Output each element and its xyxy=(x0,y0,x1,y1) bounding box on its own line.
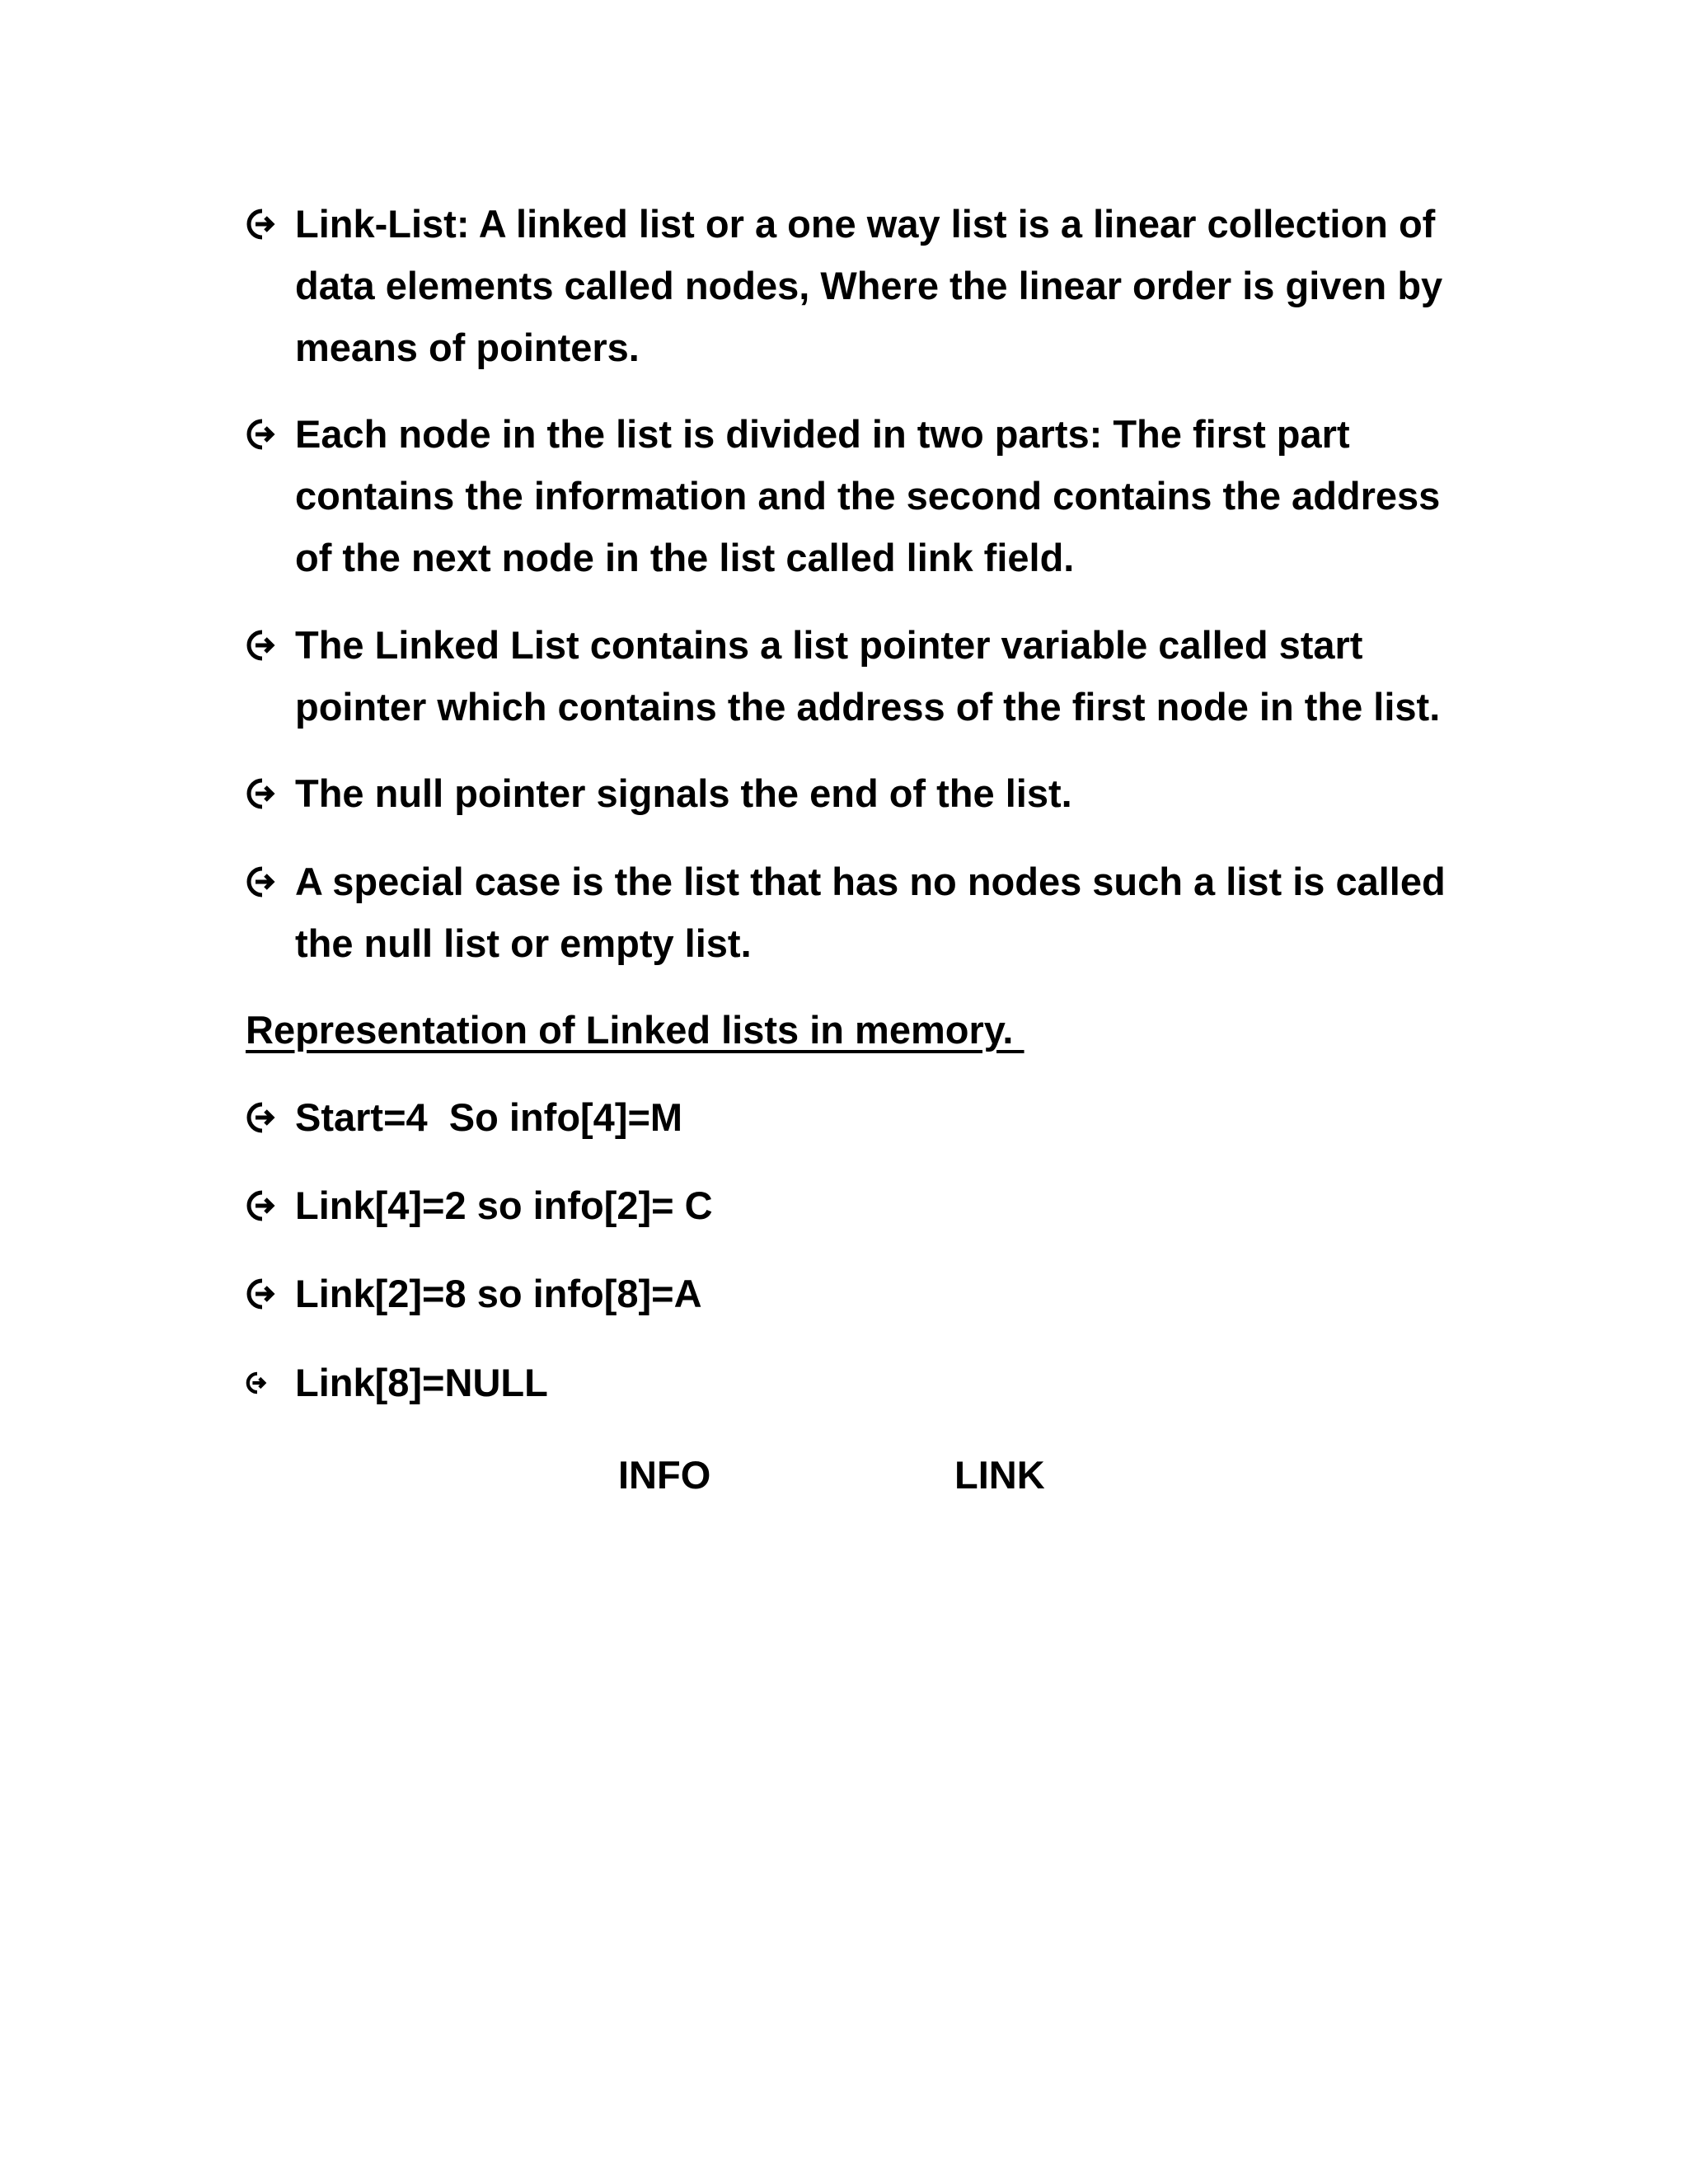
bullet-text: Link-List: A linked list or a one way list is a linear collection of data elements called nodes, Where the linear order is given by means of pointers. xyxy=(295,202,1443,369)
bullet-item xyxy=(246,762,1482,824)
bullet-item xyxy=(246,193,1482,378)
circled-arrow-icon xyxy=(246,614,288,676)
step-text: Link[8]=NULL xyxy=(295,1361,548,1404)
bullet-item xyxy=(246,851,1482,974)
circled-arrow-icon xyxy=(246,1086,288,1148)
info-column-header: INFO xyxy=(618,1453,711,1497)
circled-arrow-icon xyxy=(246,403,288,465)
circled-arrow-icon xyxy=(246,1352,288,1413)
step-text: Link[4]=2 so info[2]= C xyxy=(295,1183,713,1227)
bullet-item xyxy=(246,614,1482,738)
circled-arrow-icon xyxy=(246,851,288,912)
step-item xyxy=(246,1086,1482,1148)
circled-arrow-icon xyxy=(246,193,288,255)
step-item xyxy=(246,1174,1482,1236)
bullet-text: The null pointer signals the end of the list. xyxy=(295,771,1072,815)
bullet-text: A special case is the list that has no nodes such a list is called the null list or empty list. xyxy=(295,860,1446,965)
step-item xyxy=(246,1263,1482,1324)
step-item xyxy=(246,1352,1482,1413)
circled-arrow-icon xyxy=(246,1174,288,1236)
step-text: Start=4 So info[4]=M xyxy=(295,1095,683,1139)
section-heading: Representation of Linked lists in memory. xyxy=(246,1008,1025,1052)
circled-arrow-icon xyxy=(246,762,288,824)
step-text: Link[2]=8 so info[8]=A xyxy=(295,1272,702,1315)
link-column-header: LINK xyxy=(954,1453,1045,1497)
circled-arrow-icon xyxy=(246,1263,288,1324)
bullet-item xyxy=(246,403,1482,588)
bullet-text: Each node in the list is divided in two parts: The first part contains the information and the second contains the address of the next node in the list called link field. xyxy=(295,412,1441,579)
bullet-text: The Linked List contains a list pointer variable called start pointer which contains the address of the first node in the list. xyxy=(295,623,1441,729)
